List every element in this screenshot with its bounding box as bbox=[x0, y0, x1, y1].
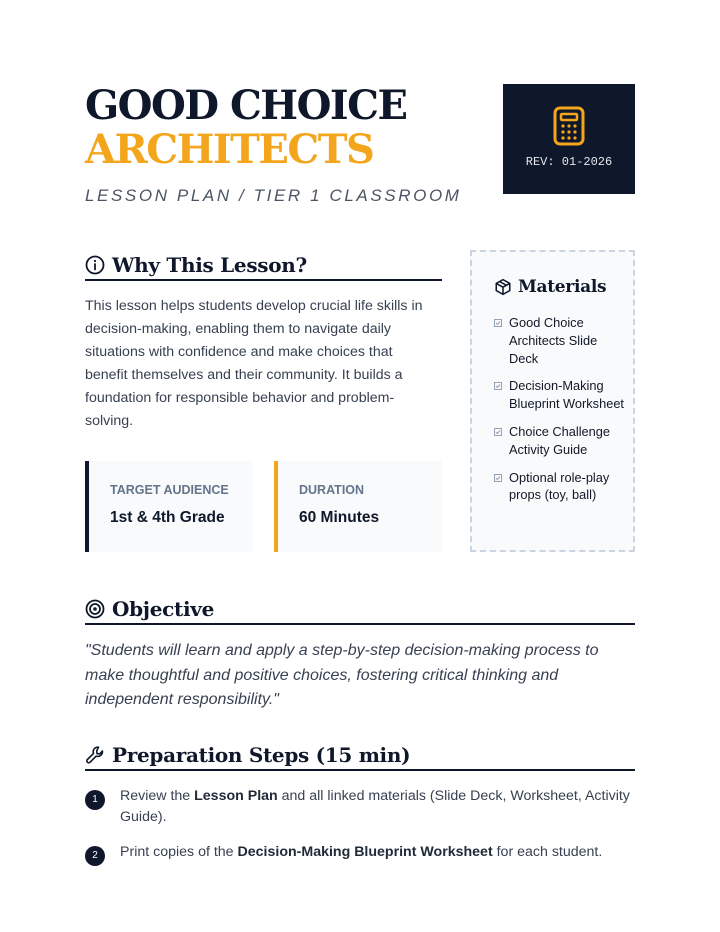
list-item bbox=[494, 423, 624, 459]
duration-label: DURATION bbox=[299, 483, 365, 497]
why-section-heading bbox=[85, 253, 442, 281]
title-line-2: ARCHITECTS bbox=[85, 126, 374, 173]
target-audience-card bbox=[85, 461, 253, 552]
step-emphasis: Lesson Plan bbox=[194, 788, 278, 804]
step-text: and all linked materials (Slide Deck, Worksheet, Activity Guide). bbox=[120, 788, 630, 825]
materials-heading-label: Materials bbox=[518, 277, 607, 297]
duration-value: 60 Minutes bbox=[299, 509, 380, 526]
duration-card bbox=[274, 461, 442, 552]
objective-quote: "Students will learn and apply a step-by-step decision-making process to make thoughtful and positive choices, fostering critical thinking and independent responsibility." bbox=[85, 642, 599, 708]
list-item bbox=[85, 842, 635, 863]
revision-text: REV: 01-2026 bbox=[525, 155, 613, 169]
checkbox-icon bbox=[494, 319, 502, 327]
calculator-icon bbox=[553, 106, 585, 146]
why-heading-label: Why This Lesson? bbox=[112, 253, 307, 277]
material-label: Decision-Making Blueprint Worksheet bbox=[509, 378, 624, 412]
list-item bbox=[85, 786, 635, 828]
material-label: Choice Challenge Activity Guide bbox=[509, 423, 611, 457]
revision-badge bbox=[503, 84, 635, 194]
target-audience-label: TARGET AUDIENCE bbox=[110, 483, 229, 497]
objective-heading-label: Objective bbox=[112, 597, 215, 621]
step-text: Print copies of the bbox=[120, 844, 238, 860]
list-item bbox=[494, 377, 624, 413]
checkbox-icon bbox=[494, 474, 502, 482]
materials-list bbox=[494, 314, 624, 514]
list-item bbox=[494, 314, 624, 367]
materials-panel bbox=[470, 250, 635, 552]
preparation-steps bbox=[85, 786, 635, 877]
document-title bbox=[85, 84, 406, 172]
material-label: Good Choice Architects Slide Deck bbox=[509, 315, 598, 366]
step-text: for each student. bbox=[492, 844, 603, 860]
preparation-section-heading bbox=[85, 743, 635, 771]
material-label: Optional role-play props (toy, ball) bbox=[509, 469, 610, 503]
target-audience-value: 1st & 4th Grade bbox=[110, 509, 225, 526]
target-icon bbox=[85, 599, 105, 619]
step-number: 2 bbox=[85, 846, 105, 866]
step-number: 1 bbox=[85, 790, 105, 810]
wrench-icon bbox=[85, 745, 105, 765]
title-line-1: GOOD CHOICE bbox=[85, 82, 407, 129]
step-emphasis: Decision-Making Blueprint Worksheet bbox=[237, 844, 493, 860]
materials-heading bbox=[494, 277, 606, 297]
why-body: This lesson helps students develop crucial life skills in decision-making, enabling them to navigate daily situations with confidence and make choices that benefit themselves and their community. It builds a foundation for responsible behavior and problem-solving. bbox=[85, 298, 423, 429]
list-item bbox=[494, 469, 624, 505]
objective-section-heading bbox=[85, 597, 635, 625]
checkbox-icon bbox=[494, 428, 502, 436]
preparation-heading-label: Preparation Steps (15 min) bbox=[112, 743, 411, 767]
step-text: Review the bbox=[120, 788, 195, 804]
document-subtitle: LESSON PLAN / TIER 1 CLASSROOM bbox=[85, 186, 462, 205]
checkbox-icon bbox=[494, 382, 502, 390]
package-icon bbox=[494, 278, 512, 296]
info-icon bbox=[85, 255, 105, 275]
